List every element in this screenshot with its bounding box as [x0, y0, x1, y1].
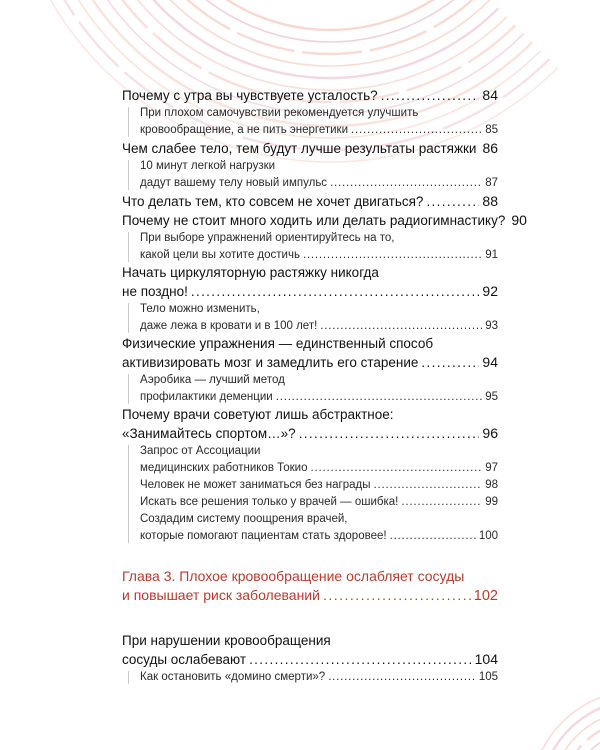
- page-number: 88: [482, 193, 498, 209]
- entry-text: Аэробика — лучший метод: [140, 374, 285, 386]
- entry-text: Человек не может заниматься без награды: [140, 479, 371, 491]
- entry-text: 10 минут легкой нагрузки: [140, 160, 276, 172]
- dot-leader: [328, 669, 476, 686]
- dot-leader: [421, 354, 479, 372]
- toc-subentry[interactable]: [122, 230, 498, 264]
- toc-entry[interactable]: [122, 86, 498, 105]
- chapter-heading[interactable]: [122, 567, 498, 606]
- toc-entry[interactable]: [122, 406, 498, 443]
- page-number: 85: [485, 124, 498, 136]
- table-of-contents: [122, 86, 527, 686]
- entry-text: «Занимайтесь спортом…»?: [122, 426, 296, 441]
- page-number: 95: [485, 391, 498, 403]
- toc-entry[interactable]: [122, 192, 498, 211]
- entry-text: Почему не стоит много ходить или делать радиогимнастику?: [122, 213, 506, 228]
- dot-leader: [390, 528, 476, 545]
- dot-leader: [351, 122, 482, 139]
- dot-leader: [249, 651, 472, 669]
- entry-text: даже лежа в кровати и в 100 лет!: [140, 320, 318, 332]
- dot-leader: [303, 247, 482, 264]
- subentry-group: [122, 230, 498, 264]
- dot-leader: [320, 318, 482, 335]
- entry-text: Начать циркуляторную растяжку никогда: [122, 265, 379, 280]
- page-number: 105: [478, 671, 498, 683]
- entry-text: Тело можно изменить,: [140, 303, 260, 315]
- entry-text: Как остановить «домино смерти»?: [140, 671, 326, 683]
- page-number: 102: [473, 588, 498, 604]
- subentry-group: [122, 669, 498, 686]
- page-number: 99: [485, 496, 498, 508]
- entry-text: сосуды ослабевают: [122, 652, 247, 667]
- decorative-arc-bottom: [530, 690, 600, 750]
- toc-subentry[interactable]: [122, 477, 498, 494]
- entry-text: медицинских работников Токио: [140, 462, 308, 474]
- dot-leader: [381, 87, 480, 105]
- entry-text: кровообращение, а не пить энергетики: [140, 124, 349, 136]
- entry-text: не поздно!: [122, 284, 188, 299]
- toc-entry[interactable]: [122, 335, 498, 372]
- page-number: 86: [482, 140, 499, 156]
- entry-text: активизировать мозг и замедлить его старение: [122, 355, 419, 370]
- entry-text: Создадим систему поощрения врачей,: [140, 513, 348, 525]
- toc-subentry[interactable]: [122, 443, 498, 477]
- page-number: 97: [485, 462, 498, 474]
- entry-text: При нарушении кровообращения: [122, 633, 331, 648]
- subentry-group: [122, 372, 498, 406]
- entry-text: и повышает риск заболеваний: [122, 587, 320, 603]
- toc-entry[interactable]: [122, 632, 498, 669]
- page-number: 90: [511, 212, 527, 228]
- dot-leader: [374, 477, 483, 494]
- decorative-arc-top: [142, 0, 464, 30]
- dot-leader: [191, 283, 480, 301]
- entry-text: Чем слабее тело, тем будут лучше результаты растяжки: [122, 141, 477, 156]
- entry-text: Почему с утра вы чувствуете усталость?: [122, 88, 378, 103]
- dot-leader: [426, 193, 479, 211]
- subentry-group: [122, 105, 498, 139]
- page-number: 92: [482, 283, 498, 299]
- entry-text: Почему врачи советуют лишь абстрактное:: [122, 407, 394, 422]
- entry-text: Что делать тем, кто совсем не хочет двигаться?: [122, 194, 424, 209]
- toc-entry[interactable]: [122, 139, 498, 158]
- page-number: 96: [482, 425, 498, 441]
- page-number: 93: [485, 320, 498, 332]
- entry-text: Глава 3. Плохое кровообращение ослабляет сосуды: [122, 568, 465, 584]
- toc-subentry[interactable]: [122, 105, 498, 139]
- subentry-group: [122, 301, 498, 335]
- page-number: 84: [482, 87, 498, 103]
- subentry-group: [122, 158, 498, 192]
- dot-leader: [330, 175, 482, 192]
- dot-leader: [276, 389, 482, 406]
- entry-text: При выборе упражнений ориентируйтесь на то,: [140, 232, 395, 244]
- toc-subentry[interactable]: [122, 301, 498, 335]
- page-number: 87: [485, 177, 498, 189]
- page-number: 94: [482, 354, 498, 370]
- entry-text: Запрос от Ассоциации: [140, 445, 261, 457]
- dot-leader: [401, 494, 482, 511]
- entry-text: Физические упражнения — единственный способ: [122, 336, 434, 351]
- dot-leader: [323, 586, 471, 605]
- entry-text: При плохом самочувствии рекомендуется улучшить: [140, 107, 419, 119]
- toc-entry[interactable]: [122, 211, 527, 230]
- page-number: 91: [485, 249, 498, 261]
- page-number: 104: [474, 651, 498, 667]
- entry-text: Искать все решения только у врачей — ошибка!: [140, 496, 399, 508]
- decorative-arc-bottom: [560, 720, 600, 750]
- entry-text: какой цели вы хотите достичь: [140, 249, 300, 261]
- toc-entry[interactable]: [122, 264, 498, 301]
- dot-leader: [299, 425, 480, 443]
- entry-text: которые помогают пациентам стать здоровее!: [140, 530, 387, 542]
- entry-text: профилактики деменции: [140, 391, 273, 403]
- subentry-group: [122, 443, 498, 545]
- entry-text: дадут вашему телу новый импульс: [140, 177, 328, 189]
- toc-subentry[interactable]: [122, 494, 498, 511]
- page-number: 98: [485, 479, 498, 491]
- toc-subentry[interactable]: [122, 158, 498, 192]
- toc-subentry[interactable]: [122, 372, 498, 406]
- dot-leader: [311, 460, 483, 477]
- toc-subentry[interactable]: [122, 511, 498, 545]
- page-number: 100: [478, 530, 498, 542]
- toc-subentry[interactable]: [122, 669, 498, 686]
